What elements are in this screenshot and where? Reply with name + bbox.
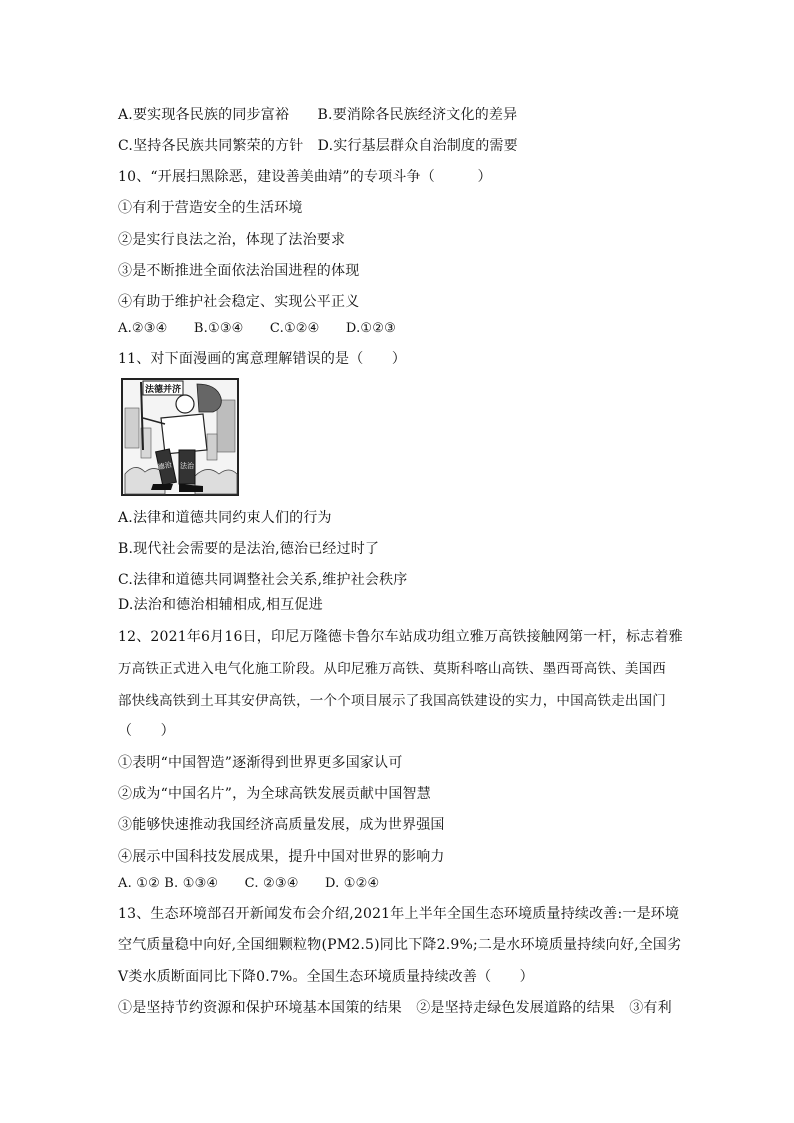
q12-stem-line-2: 万高铁正式进入电气化施工阶段。从印尼雅万高铁、莫斯科喀山高铁、墨西哥高铁、美国西 xyxy=(118,661,666,677)
q12-statement-3: ③能够快速推动我国经济高质量发展，成为世界强国 xyxy=(118,817,445,833)
cartoon-image xyxy=(121,378,239,496)
q13-stem-line-1: 13、生态环境部召开新闻发布会介绍,2021年上半年全国生态环境质量持续改善:一是环境 xyxy=(118,906,680,922)
q10-statement-1: ①有利于营造安全的生活环境 xyxy=(118,200,303,216)
q12-statement-4: ④展示中国科技发展成果，提升中国对世界的影响力 xyxy=(118,849,445,865)
q12-statement-1: ①表明“中国智造”逐渐得到世界更多国家认可 xyxy=(118,755,403,771)
q11-option-c: C.法律和道德共同调整社会关系,维护社会秩序 xyxy=(118,572,408,588)
q13-stem-line-3: V类水质断面同比下降0.7%。全国生态环境质量持续改善（ ） xyxy=(118,969,534,985)
q12-options: A. ①② B. ①③④ C. ②③④ D. ①②④ xyxy=(118,876,380,891)
q11-option-d: D.法治和德治相辅相成,相互促进 xyxy=(118,597,323,613)
q10-options: A.②③④ B.①③④ C.①②④ D.①②③ xyxy=(118,321,396,336)
q10-stem: 10、“开展扫黑除恶，建设善美曲靖”的专项斗争（ ） xyxy=(118,169,492,185)
q10-statement-3: ③是不断推进全面依法治国进程的体现 xyxy=(118,263,360,279)
q11-option-b: B.现代社会需要的是法治,德治已经过时了 xyxy=(118,541,380,557)
q9-options-cd: C.坚持各民族共同繁荣的方针 D.实行基层群众自治制度的需要 xyxy=(118,138,518,154)
q12-stem-line-3: 部快线高铁到土耳其安伊高铁，一个个项目展示了我国高铁建设的实力，中国高铁走出国门 xyxy=(118,693,666,709)
cartoon-banner-text: 法德并济 xyxy=(144,385,182,395)
cartoon-leg-right-text: 法治 xyxy=(180,462,194,470)
q12-blank: （ ） xyxy=(118,723,175,739)
q9-options-ab: A.要实现各民族的同步富裕 B.要消除各民族经济文化的差异 xyxy=(118,107,518,123)
q13-stem-line-2: 空气质量稳中向好,全国细颗粒物(PM2.5)同比下降2.9%;二是水环境质量持续向好,全国劣 xyxy=(118,937,682,953)
cartoon-leg-left-text: 德治 xyxy=(157,460,173,472)
q11-stem: 11、对下面漫画的寓意理解错误的是（ ） xyxy=(118,351,407,367)
q12-stem-line-1: 12、2021年6月16日，印尼万隆德卡鲁尔车站成功组立雅万高铁接触网第一杆，标志着雅 xyxy=(118,629,683,645)
q11-option-a: A.法律和道德共同约束人们的行为 xyxy=(118,510,332,526)
q10-statement-4: ④有助于维护社会稳定、实现公平正义 xyxy=(118,294,360,310)
q13-statements-line: ①是坚持节约资源和保护环境基本国策的结果 ②是坚持走绿色发展道路的结果 ③有利 xyxy=(118,1000,672,1016)
q12-statement-2: ②成为“中国名片”，为全球高铁发展贡献中国智慧 xyxy=(118,786,431,802)
q10-statement-2: ②是实行良法之治，体现了法治要求 xyxy=(118,232,346,248)
